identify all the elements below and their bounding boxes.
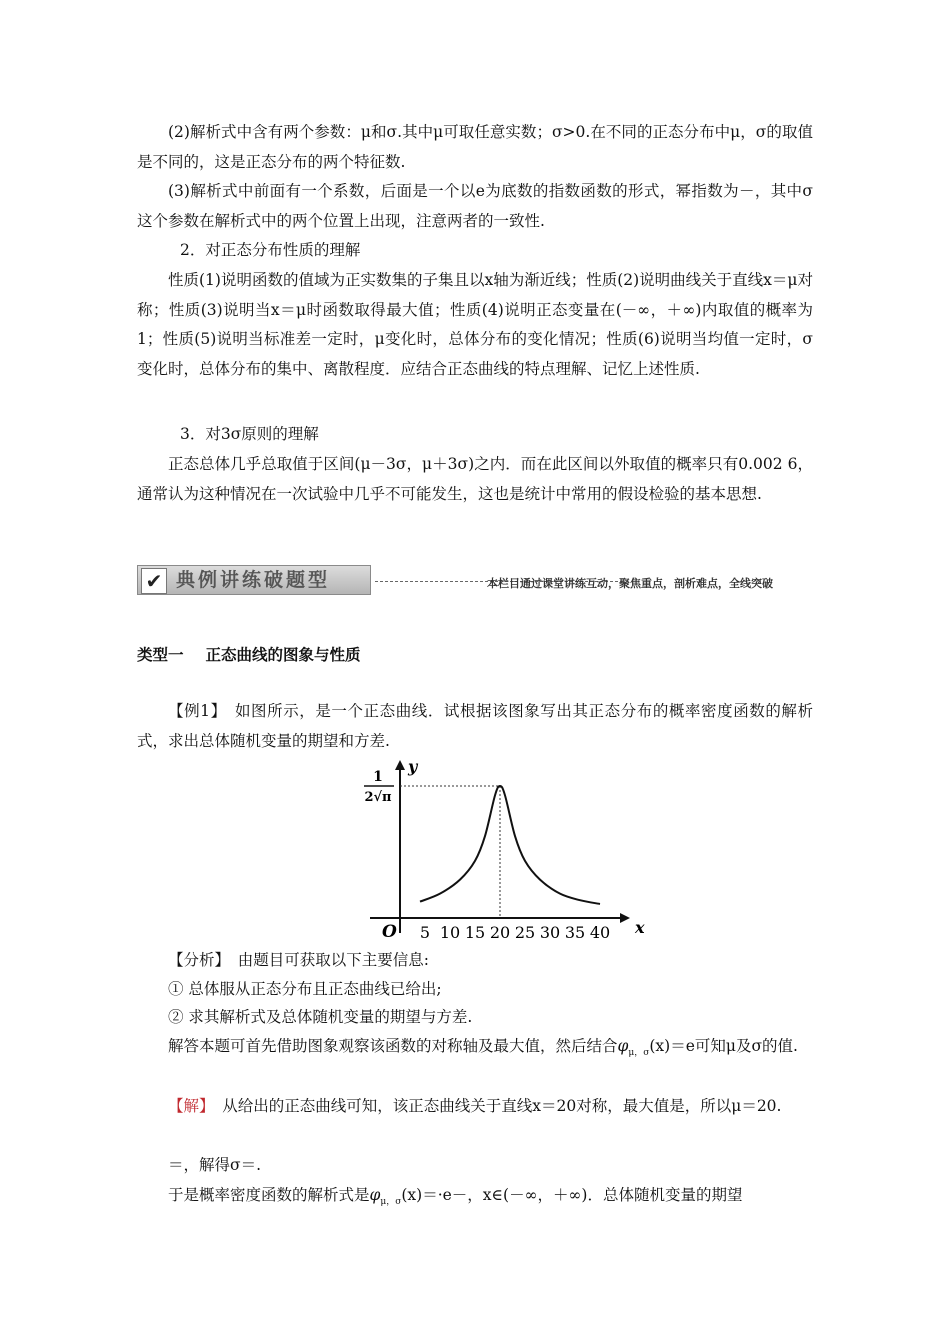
normal-curve-chart [360, 758, 650, 948]
solution-text: 从给出的正态曲线可知，该正态曲线关于直线x＝20对称，最大值是，所以μ＝20. [222, 1097, 782, 1115]
example-paragraph [137, 697, 813, 756]
subheading-3sigma: 3．对3σ原则的理解 [180, 425, 319, 443]
example-text: 如图所示，是一个正态曲线．试根据该图象写出其正态分布的概率密度函数的解析式，求出总体随机变量的期望和方差. [137, 702, 813, 750]
peak-label-denominator: 2√π [364, 790, 392, 805]
paragraph-coefficient: (3)解析式中前面有一个系数，后面是一个以e为底数的指数函数的形式，幂指数为－，其中σ这个参数在解析式中的两个位置上出现，注意两者的一致性. [137, 182, 813, 230]
solution-line-3a: 于是概率密度函数的解析式是 [168, 1186, 370, 1204]
x-tick-label: 35 [564, 923, 586, 942]
solution-line-3 [137, 1181, 813, 1218]
banner-box [137, 565, 371, 595]
x-axis-label: x [635, 918, 645, 937]
x-tick-label: 20 [489, 923, 511, 942]
analysis-paragraph [137, 946, 813, 976]
analysis-conclusion-a: 解答本题可首先借助图象观察该函数的对称轴及最大值，然后结合 [168, 1037, 618, 1055]
section-label: 类型一 [137, 646, 184, 664]
solution-tag: 【解】 [168, 1097, 207, 1115]
paragraph-3sigma: 正态总体几乎总取值于区间(μ－3σ，μ＋3σ)之内．而在此区间以外取值的概率只有0.002 6，通常认为这种情况在一次试验中几乎不可能发生，这也是统计中常用的假设检验的基本思想. [137, 455, 813, 503]
solution-line-2: ＝，解得σ＝. [168, 1156, 262, 1174]
analysis-conclusion [137, 1032, 813, 1069]
x-tick-label: 15 [464, 923, 486, 942]
peak-label-numerator: 1 [373, 769, 383, 785]
phi-subscript: μ，σ [628, 1048, 650, 1059]
normal-curve-series-line [420, 786, 600, 904]
x-axis-arrow-icon [620, 913, 630, 923]
analysis-text: 由题目可获取以下主要信息: [237, 951, 430, 969]
section-title [137, 642, 361, 668]
origin-label: O [382, 922, 397, 942]
section-name: 正态曲线的图象与性质 [205, 646, 361, 664]
phi-subscript-2: μ，σ [380, 1197, 402, 1208]
subheading-properties: 2．对正态分布性质的理解 [180, 241, 361, 259]
paragraph-parameters: (2)解析式中含有两个参数：μ和σ.其中μ可取任意实数；σ>0.在不同的正态分布中μ，σ的取值是不同的，这是正态分布的两个特征数. [137, 123, 813, 171]
section-banner [137, 562, 805, 596]
y-axis-label: y [408, 758, 418, 776]
y-axis-arrow-icon [395, 760, 405, 770]
example-tag: 【例1】 [168, 702, 219, 720]
phi-symbol-2: φ [369, 1186, 381, 1204]
x-tick-label: 5 [419, 923, 431, 942]
analysis-tag: 【分析】 [168, 951, 223, 969]
x-tick-label: 30 [539, 923, 561, 942]
analysis-item-2: ② 求其解析式及总体随机变量的期望与方差. [168, 1008, 473, 1026]
banner-note: 本栏目通过课堂讲练互动，聚焦重点，剖析难点，全线突破 [487, 577, 773, 590]
analysis-conclusion-b: (x)＝e可知μ及σ的值. [649, 1037, 798, 1055]
x-tick-label: 10 [439, 923, 461, 942]
banner-title: 典例讲练破题型 [176, 569, 331, 591]
checkmark-icon: ✔ [141, 568, 167, 594]
x-tick-label: 25 [514, 923, 536, 942]
analysis-item-1: ① 总体服从正态分布且正态曲线已给出; [168, 980, 442, 998]
paragraph-properties: 性质(1)说明函数的值域为正实数集的子集且以x轴为渐近线；性质(2)说明曲线关于直线x＝μ对称；性质(3)说明当x＝μ时函数取得最大值；性质(4)说明正态变量在(－∞，＋∞)内取值的概率为1；性质(5)说明当标准差一定时，μ变化时，总体分布的变化情况；性质(6)说明当均值一定时，σ变化时，总体分布的集中、离散程度．应结合正态曲线的特点理解、记忆上述性质. [137, 271, 813, 378]
phi-symbol: φ [617, 1037, 629, 1055]
solution-line-3b: (x)＝·e－，x∈(－∞，＋∞)．总体随机变量的期望 [401, 1186, 743, 1204]
x-tick-label: 40 [589, 923, 611, 942]
solution-paragraph [137, 1092, 813, 1122]
